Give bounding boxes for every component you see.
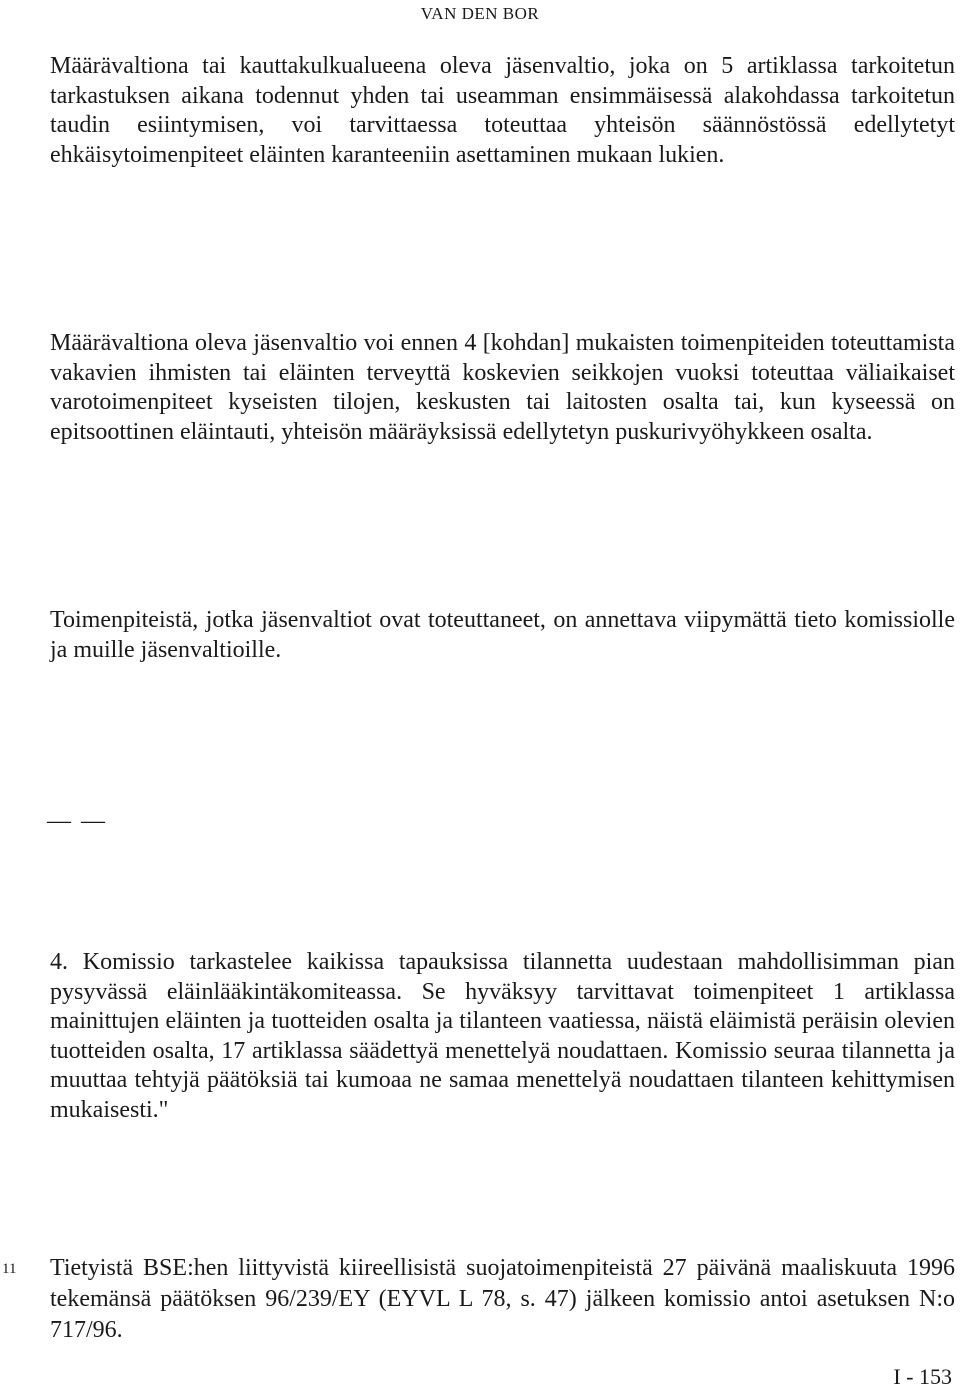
page-number: I - 153 [893, 1364, 952, 1389]
paragraph-notification: Toimenpiteistä, jotka jäsenvaltiot ovat toteuttaneet, on annettava viipymättä tieto komissiolle ja muille jäsenvaltioille. [50, 607, 955, 663]
omission-mark: — — [47, 808, 107, 834]
footnote-text: Tietyistä BSE:hen liittyvistä kiireellisistä suojatoimenpiteistä 27 päivänä maaliskuuta 1996 tekemänsä päätöksen 96/239/EY (EYVL L 78, s. 47) jälkeen komissio antoi asetuksen N:o 717/96. [50, 1255, 955, 1343]
running-head: VAN DEN BOR [420, 4, 540, 23]
paragraph-commission-review: 4. Komissio tarkastelee kaikissa tapauksissa tilannetta uudestaan mahdollisimman pian pysyvässä eläinlääkintäkomiteassa. Se hyväksyy tarvittavat toimenpiteet 1 artiklassa mainittujen eläinten ja tuotteiden osalta ja tilanteen vaatiessa, näistä eläimistä peräisin olevien tuotteiden osalta, 17 artiklassa säädettyä menettelyä noudattaen. Komissio seuraa tilannetta ja muuttaa tehtyjä päätöksiä tai kumoaa ne samaa menettelyä noudattaen tilanteen kehittymisen mukaisesti." [50, 949, 955, 1123]
paragraph-quarantine: Määrävaltiona tai kauttakulkualueena oleva jäsenvaltio, joka on 5 artiklassa tarkoitetun tarkastuksen aikana todennut yhden tai useamman ensimmäisessä alakohdassa tarkoitetun taudin esiintymisen, voi tarvittaessa toteuttaa yhteisön säännöstössä edellytetyt ehkäisytoimenpiteet eläinten karanteeniin asettaminen mukaan lukien. [50, 53, 955, 168]
footnote-number: 11 [2, 1261, 17, 1277]
paragraph-precautionary-measures: Määrävaltiona oleva jäsenvaltio voi ennen 4 [kohdan] mukaisten toimenpiteiden toteuttamista vakavien ihmisten tai eläinten terveyttä koskevien seikkojen vuoksi toteuttaa väliaikaiset varotoimenpiteet kyseisten tilojen, keskusten tai laitosten osalta tai, kun kyseessä on epitsoottinen eläintauti, yhteisön määräyksissä edellytetyn puskurivyöhykkeen osalta. [50, 330, 955, 445]
